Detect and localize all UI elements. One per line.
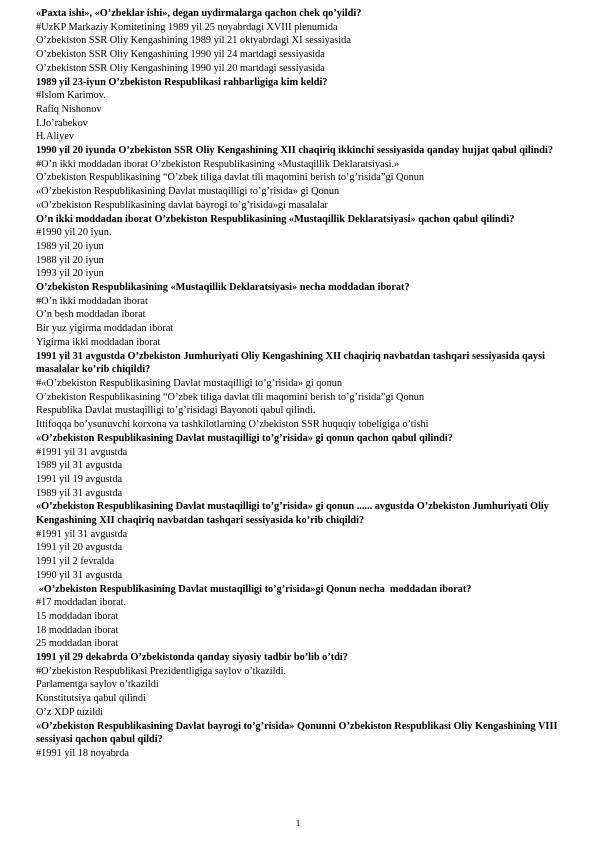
answer-option: 15 moddadan iborat xyxy=(36,610,119,622)
answer-option: Respublika Davlat mustaqilligi to’g’risidagi Bayonoti qabul qilindi. xyxy=(36,405,316,417)
answer-option: 1993 yil 20 iyun xyxy=(36,268,104,280)
answer-option: #1991 yil 18 noyabrda xyxy=(36,747,129,759)
question-block xyxy=(36,432,582,501)
answer-option: 1991 yil 20 avgustda xyxy=(36,542,123,554)
answer-option: I.Jo’rabekov xyxy=(36,117,88,129)
answer-option: Bir yuz yigirma moddadan iborat xyxy=(36,323,174,335)
question-text: 1990 yil 20 iyunda O’zbekiston SSR Oliy Kengashining XII chaqiriq ikkinchi sessiyasida qanday hujjat qabul qilindi? xyxy=(36,145,554,157)
answer-option: O’zbekiston SSR Oliy Kengashining 1989 yil 21 oktyabrdagi XI sessiyasida xyxy=(36,35,351,47)
question-block xyxy=(36,583,582,652)
question-text: «O’zbekiston Respublikasining Davlat mustaqilligi to’g’risida» gi qonun qachon qabul qilindi? xyxy=(36,432,453,444)
answer-option: O’z XDP tuzildi xyxy=(36,706,104,718)
answer-option: 1991 yil 2 fevralda xyxy=(36,556,115,568)
question-block xyxy=(36,350,582,432)
question-block xyxy=(36,7,582,76)
answer-option: #UzKP Markaziy Komitetining 1989 yil 25 noyabrdagi XVIII plenumida xyxy=(36,21,338,33)
answer-option: Yigirma ikki moddadan iborat xyxy=(36,336,161,348)
question-text: «Paxta ishi», «O’zbeklar ishi», degan uydirmalarga qachon chek qo’yildi? xyxy=(36,8,362,19)
question-text: «O’zbekiston Respublikasining Davlat mustaqilligi to’g’risida» gi qonun ...... avgustda O’zbekiston Jumhuriyati Oliy Kengashining XII chaqiriq navbatdan tashqari sessiyasida ko’rib chiqildi? xyxy=(36,501,549,527)
answer-option: 1989 yil 31 avgustda xyxy=(36,460,123,472)
answer-option: 1989 yil 20 iyun xyxy=(36,240,104,252)
answer-option: #O’zbekiston Respublikasi Prezidentligiga saylov o’tkazildi. xyxy=(36,665,287,677)
answer-option: O’zbekiston SSR Oliy Kengashining 1990 yil 20 martdagi sessiyasida xyxy=(36,62,325,74)
answer-option: #1991 yil 31 avgustda xyxy=(36,528,128,540)
answer-option: #O’n ikki moddadan iborat O’zbekiston Respublikasining «Mustaqillik Deklaratsiyasi.» xyxy=(36,158,400,170)
answer-option: #1991 yil 31 avgustda xyxy=(36,446,128,458)
answer-option: #17 moddadan iborat. xyxy=(36,597,127,609)
answer-option: Parlamentga saylov o’tkazildi xyxy=(36,679,159,691)
answer-option: O’zbekiston Respublikasining “O’zbek tiliga davlat tili maqomini berish to’g’risida”gi Qonun xyxy=(36,172,425,184)
page-number: 1 xyxy=(295,818,301,828)
answer-option: O’zbekiston SSR Oliy Kengashining 1990 yil 24 martdagi sessiyasida xyxy=(36,49,325,61)
answer-option: «O’zbekiston Respublikasining davlat bayrogi to’g’risida»gi masalalar xyxy=(36,199,328,211)
question-text: «O’zbekiston Respublikasining Davlat bayrogi to’g’risida» Qonunni O’zbekiston Respublikasi Oliy Kengashining VIII sessiyasi qachon qabul qildi? xyxy=(36,720,558,746)
answer-option: 1990 yil 31 avgustda xyxy=(36,569,123,581)
answer-option: 1991 yil 19 avgustda xyxy=(36,473,123,485)
document-page xyxy=(36,7,582,761)
answer-option: Ittifoqqa bo’ysunuvchi korxona va tashkilotlarning O’zbekiston SSR huquqiy tobeligiga o’tishi xyxy=(36,419,429,431)
answer-option: H.Aliyev xyxy=(36,131,75,143)
answer-option: Rafiq Nishonov xyxy=(36,103,102,115)
answer-option: 1988 yil 20 iyun xyxy=(36,254,104,266)
question-text: 1991 yil 29 dekabrda O’zbekistonda qanday siyosiy tadbir bo’lib o’tdi? xyxy=(36,652,348,664)
answer-option: #O’n ikki moddadan iborat xyxy=(36,295,148,307)
question-text: 1989 yil 23-iyun O’zbekiston Respublikasi rahbarligiga kim keldi? xyxy=(36,76,328,88)
answer-option: 25 moddadan iborat xyxy=(36,638,119,650)
answer-option: #«O’zbekiston Respublikasining Davlat mustaqilligi to’g’risida» gi qonun xyxy=(36,377,343,389)
question-text: O’zbekiston Respublikasining «Mustaqillik Deklaratsiyasi» necha moddadan iborat? xyxy=(36,282,410,294)
question-text: «O’zbekiston Respublikasining Davlat mustaqilligi to’g’risida»gi Qonun necha moddadan iborat? xyxy=(36,583,472,595)
question-block xyxy=(36,500,582,582)
answer-option: Konstitutsiya qabul qilindi xyxy=(36,693,146,705)
answer-option: «O’zbekiston Respublikasining Davlat mustaqilligi to’g’risida» gi Qonun xyxy=(36,186,340,198)
question-block xyxy=(36,144,582,213)
question-block xyxy=(36,720,582,761)
question-block xyxy=(36,281,582,350)
question-text: O’n ikki moddadan iborat O’zbekiston Respublikasining «Mustaqillik Deklaratsiyasi» qachon qabul qilindi? xyxy=(36,213,515,225)
question-block xyxy=(36,651,582,720)
answer-option: #1990 yil 20 iyun. xyxy=(36,227,112,239)
answer-option: 18 moddadan iborat xyxy=(36,624,119,636)
answer-option: O’zbekiston Respublikasining “O’zbek tiliga davlat tili maqomini berish to’g’risida”gi Qonun xyxy=(36,391,425,403)
answer-option: 1989 yil 31 avgustda xyxy=(36,487,123,499)
answer-option: #Islom Karimov. xyxy=(36,90,106,102)
question-block xyxy=(36,76,582,145)
question-block xyxy=(36,213,582,282)
question-text: 1991 yil 31 avgustda O’zbekiston Jumhuriyati Oliy Kengashining XII chaqiriq navbatdan tashqari sessiyasida qaysi masalalar ko’rib chiqildi? xyxy=(36,350,545,376)
answer-option: O’n besh moddadan iborat xyxy=(36,309,146,321)
